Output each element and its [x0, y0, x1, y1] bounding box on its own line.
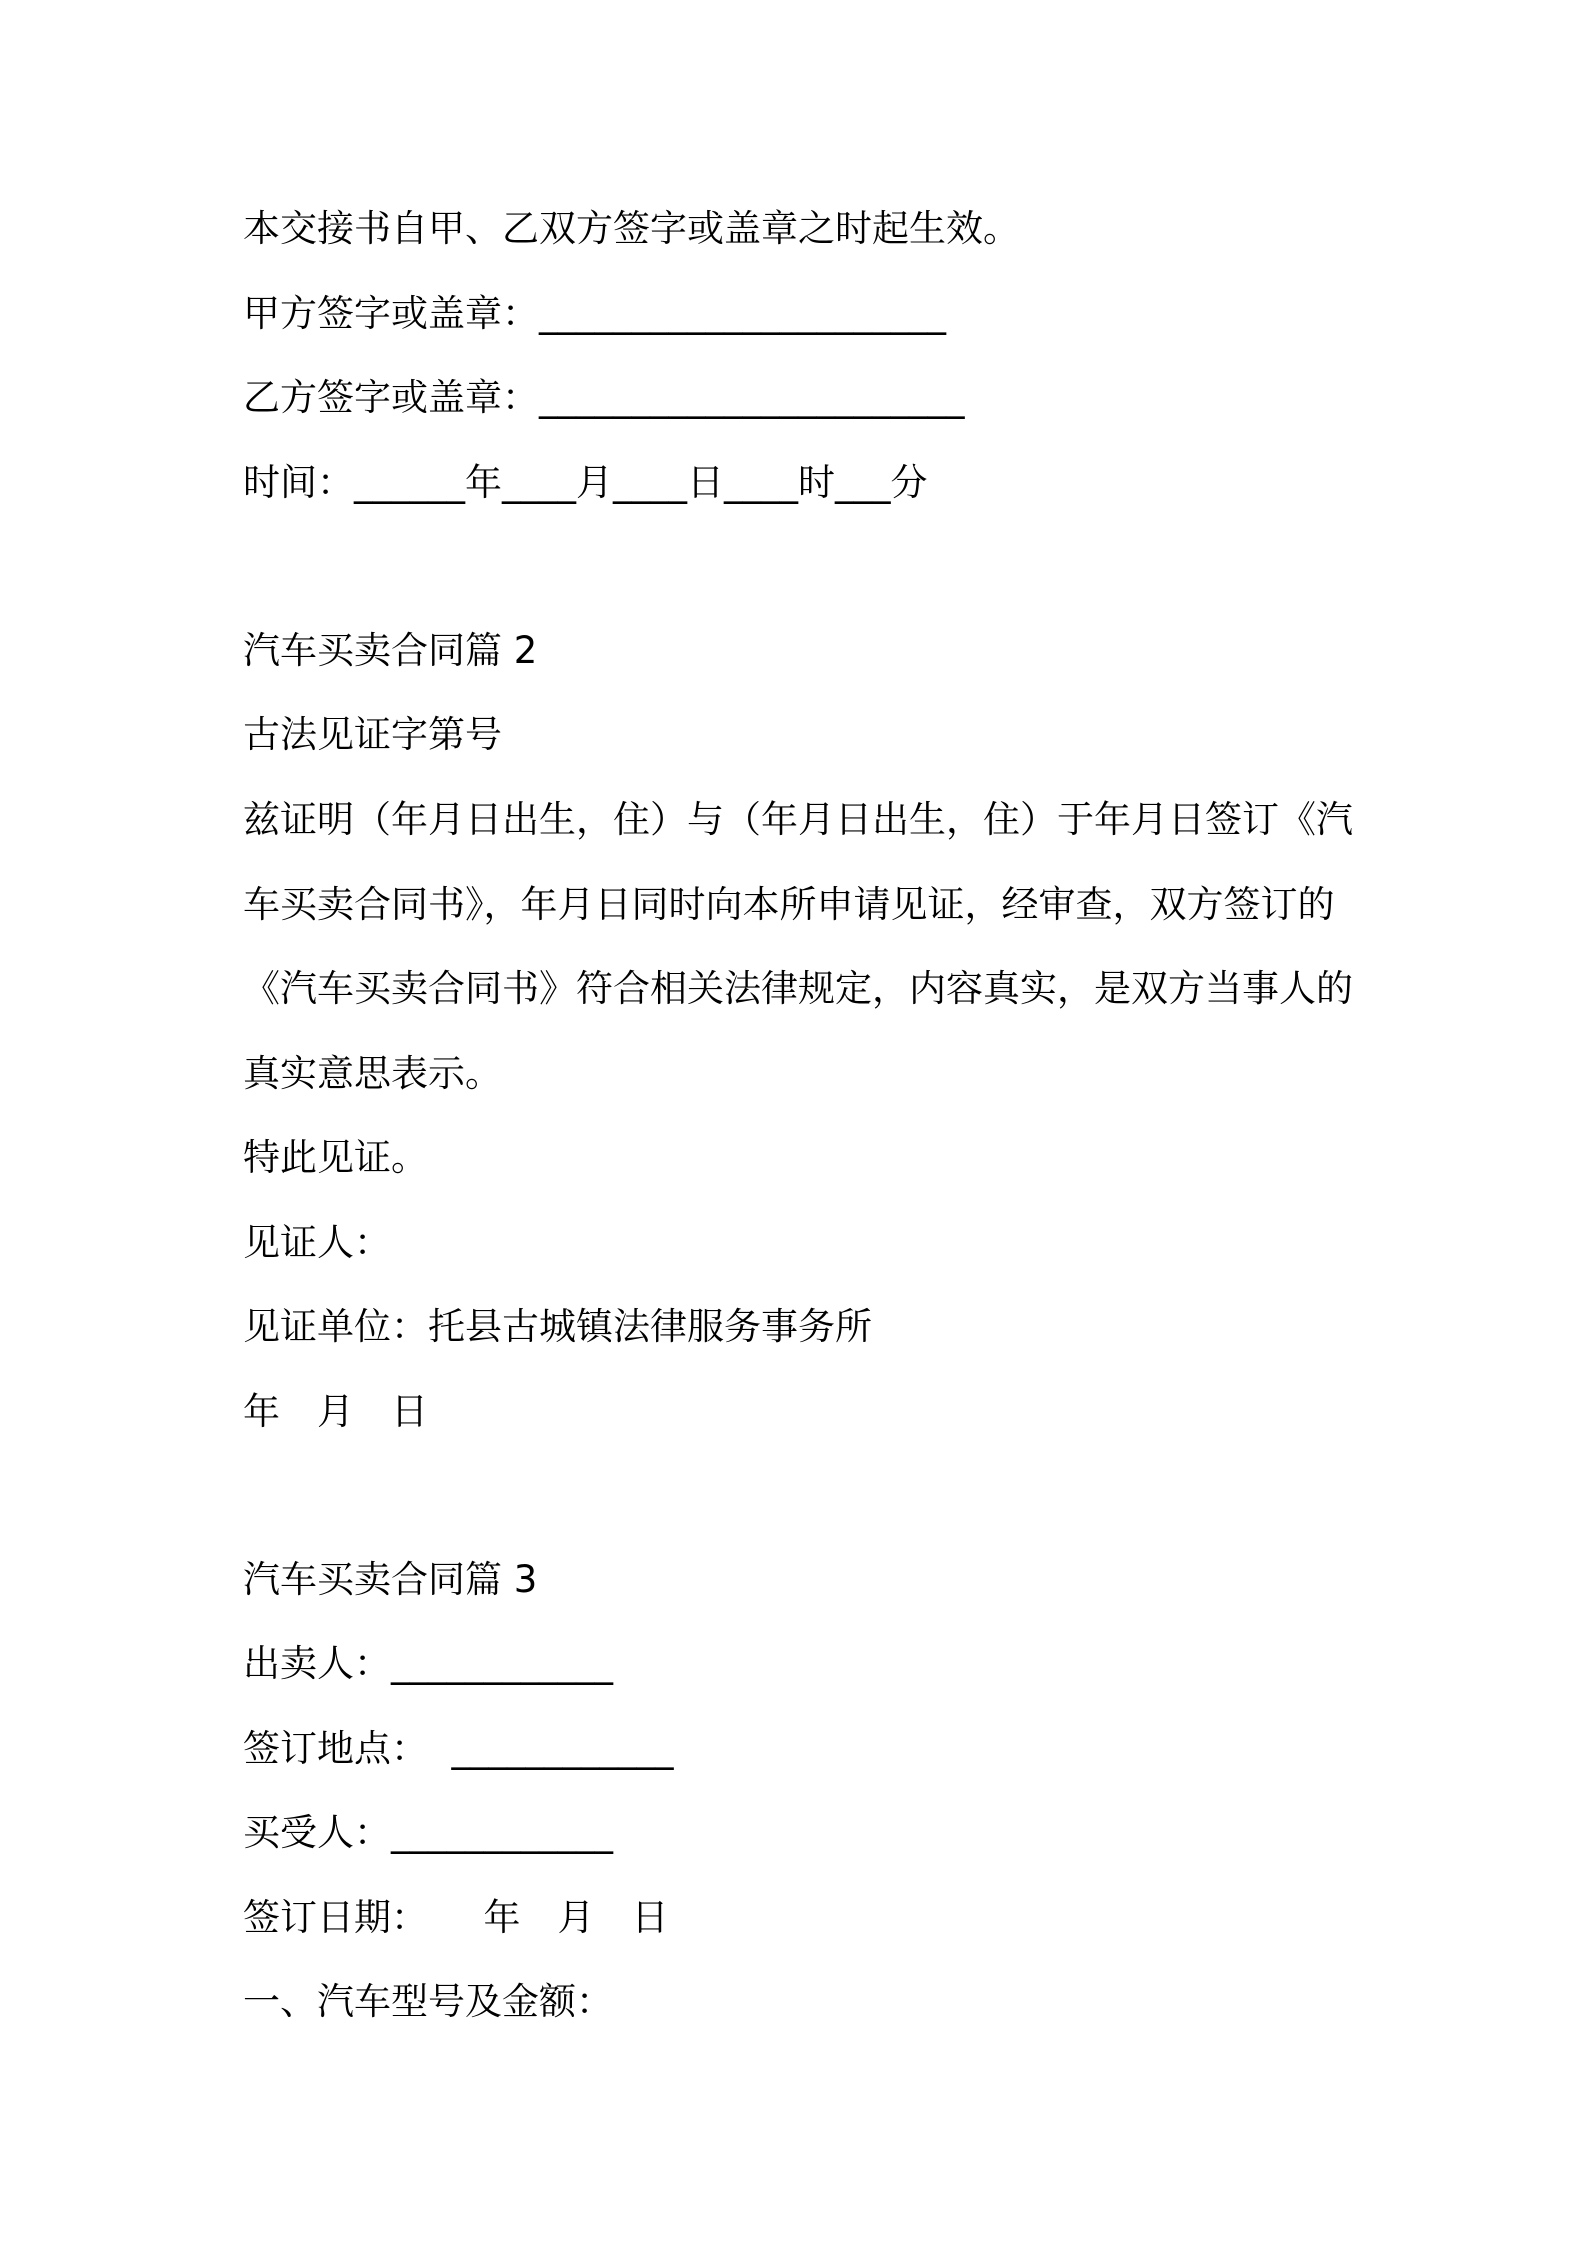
paragraph-line: 真实意思表示。	[243, 1052, 502, 1095]
clause-heading: 一、汽车型号及金额：	[243, 1980, 613, 2023]
party-a-signature-line: 甲方签字或盖章：______________________	[243, 292, 946, 335]
seller-line: 出卖人：____________	[243, 1642, 613, 1685]
witness-line: 见证人：	[243, 1221, 391, 1264]
section-heading-2: 汽车买卖合同篇 2	[243, 629, 538, 672]
signing-place-line: 签订地点： ____________	[243, 1727, 674, 1770]
effective-clause: 本交接书自甲、乙双方签字或盖章之时起生效。	[243, 207, 1020, 250]
notary-number: 古法见证字第号	[243, 713, 502, 756]
paragraph-line: 《汽车买卖合同书》符合相关法律规定，内容真实，是双方当事人的	[243, 967, 1353, 1010]
buyer-line: 买受人：____________	[243, 1811, 613, 1854]
paragraph-line: 兹证明（年月日出生，住）与（年月日出生，住）于年月日签订《汽	[243, 798, 1353, 841]
signing-date-line: 签订日期： 年 月 日	[243, 1896, 669, 1939]
section-heading-3: 汽车买卖合同篇 3	[243, 1558, 538, 1601]
witness-unit-line: 见证单位：托县古城镇法律服务事务所	[243, 1305, 872, 1348]
attestation-line: 特此见证。	[243, 1136, 428, 1179]
party-b-signature-line: 乙方签字或盖章：_______________________	[243, 376, 965, 419]
paragraph-line: 车买卖合同书》，年月日同时向本所申请见证，经审查，双方签订的	[243, 883, 1335, 926]
date-line: 年 月 日	[243, 1390, 428, 1433]
time-line: 时间：______年____月____日____时___分	[243, 461, 928, 504]
